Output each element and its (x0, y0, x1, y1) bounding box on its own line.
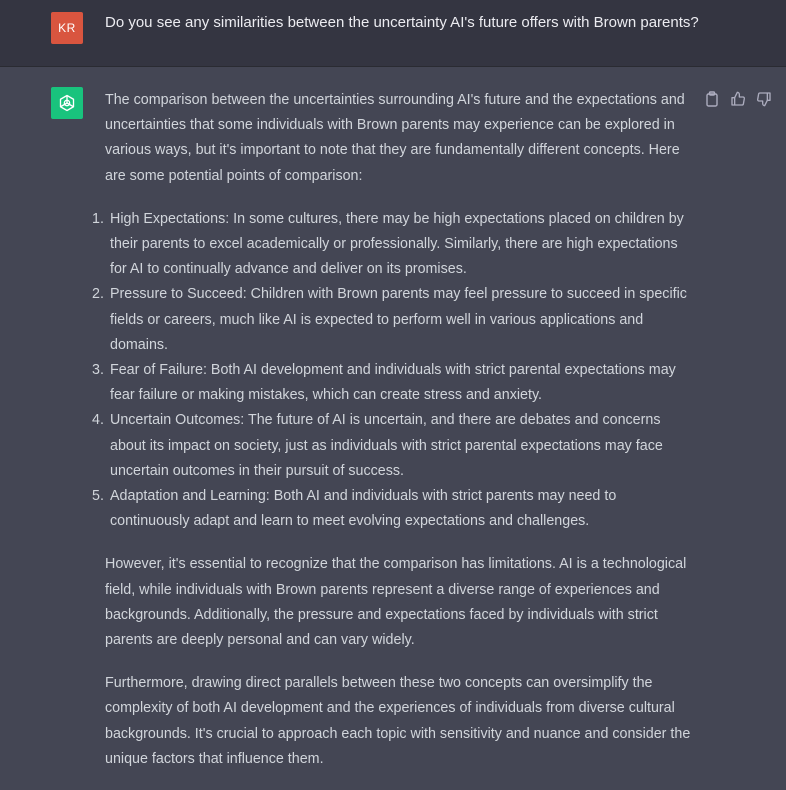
list-item: 2. Pressure to Succeed: Children with Brown parents may feel pressure to succeed in specific fields or careers, much like AI is expected to perform well in various applications and domains. (92, 286, 687, 353)
list-item: 3. Fear of Failure: Both AI development and individuals with strict parental expectations may fear failure or making mistakes, which can create stress and anxiety. (92, 362, 676, 404)
list-item: 5. Adaptation and Learning: Both AI and individuals with strict parents may need to continuously adapt and learn to meet evolving expectations and challenges. (92, 488, 617, 530)
list-item: 1. High Expectations: In some cultures, there may be high expectations placed on children by their parents to excel academically or professionally. Similarly, there are high expectations for AI to continually advance and deliver on its promises. (92, 210, 684, 278)
assistant-message-row (0, 67, 786, 786)
user-avatar: KR (51, 12, 83, 44)
assistant-paragraph: However, it's essential to recognize that the comparison has limitations. AI is a technological field, while individuals with Brown parents represent a diverse range of experiences and backgrounds. Additionally, the pressure and expectations faced by individuals with strict parents are deeply personal and can vary widely. (105, 556, 687, 649)
assistant-intro: The comparison between the uncertainties surrounding AI's future and the expectations and uncertainties that some individuals with Brown parents may experience can be explored in various ways, but it's important to note that they are fundamentally different concepts. Here are some potential points of comparison: (105, 92, 685, 184)
clipboard-icon[interactable] (702, 89, 722, 109)
list-item: 4. Uncertain Outcomes: The future of AI is uncertain, and there are debates and concerns about its impact on society, just as individuals with strict parental expectations may face uncertain outcomes in their pursuit of success. (92, 412, 663, 479)
thumbs-down-icon[interactable] (754, 89, 774, 109)
user-message-text: Do you see any similarities between the uncertainty AI's future offers with Brown parents? (105, 14, 699, 31)
message-actions (702, 89, 774, 109)
thumbs-up-icon[interactable] (728, 89, 748, 109)
openai-logo-icon (51, 87, 83, 119)
comparison-list (92, 207, 697, 535)
user-message-row (0, 0, 786, 67)
assistant-paragraph: Furthermore, drawing direct parallels between these two concepts can oversimplify the complexity of both AI development and the experiences of individuals from diverse cultural backgrounds. It's crucial to approach each topic with sensitivity and nuance and consider the unique factors that influence them. (105, 675, 691, 767)
assistant-message-content (92, 88, 697, 790)
